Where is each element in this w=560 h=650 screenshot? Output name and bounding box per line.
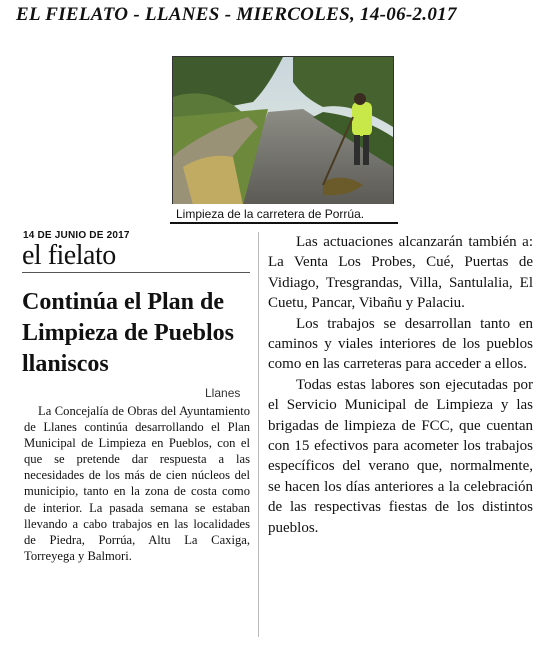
- paragraph: Las actuaciones alcanzarán también a: La Venta Los Probes, Cué, Puertas de Vidiago, Tresgrandas, Villa, Santulalia, El Cuetu, Pancar, Vibañu y Palaciu.: [268, 234, 533, 312]
- article-locality: Llanes: [205, 386, 241, 400]
- photo-caption: Limpieza de la carretera de Porrúa.: [170, 204, 398, 224]
- logo-divider: [22, 272, 250, 273]
- photo-block: [166, 50, 406, 228]
- page-header: EL FIELATO - LLANES - MIERCOLES, 14-06-2.017: [16, 4, 457, 25]
- article-column-left: [24, 403, 250, 564]
- paragraph: La Concejalía de Obras del Ayuntamiento de Llanes continúa desarrollando el Plan Municipal de Limpieza en Pueblos, con el que se pretende dar respuesta a las necesidades de los más de cien núcleos del municipio, tanto en la zona de costa como de interior. La pasada semana se estaban llevando a cabo trabajos en las localidades de Piedra, Porrúa, Altu La Caxiga, Torreyega y Balmori.: [24, 404, 250, 563]
- column-divider: [258, 232, 259, 637]
- photo-illustration: [173, 57, 393, 205]
- paragraph: Los trabajos se desarrollan tanto en caminos y viales interiores de los pueblos como en las carreteras para acceder a ellos.: [268, 315, 533, 373]
- paragraph: Todas estas labores son ejecutadas por el Servicio Municipal de Limpieza y las brigadas de limpieza de FCC, que cuentan con 15 efectivos para acometer los trabajos específicos del verano que, normalmente, se hacen los días anteriores a la celebración de las respectivas fiestas de los distintos pueblos.: [268, 376, 533, 536]
- newspaper-logo: el fielato: [22, 240, 116, 271]
- article-headline: Continúa el Plan de Limpieza de Pueblos llaniscos: [22, 289, 235, 377]
- article-date: 14 DE JUNIO DE 2017: [23, 230, 130, 241]
- article-column-right: [268, 232, 533, 538]
- road-cleaning-photo: [172, 56, 394, 206]
